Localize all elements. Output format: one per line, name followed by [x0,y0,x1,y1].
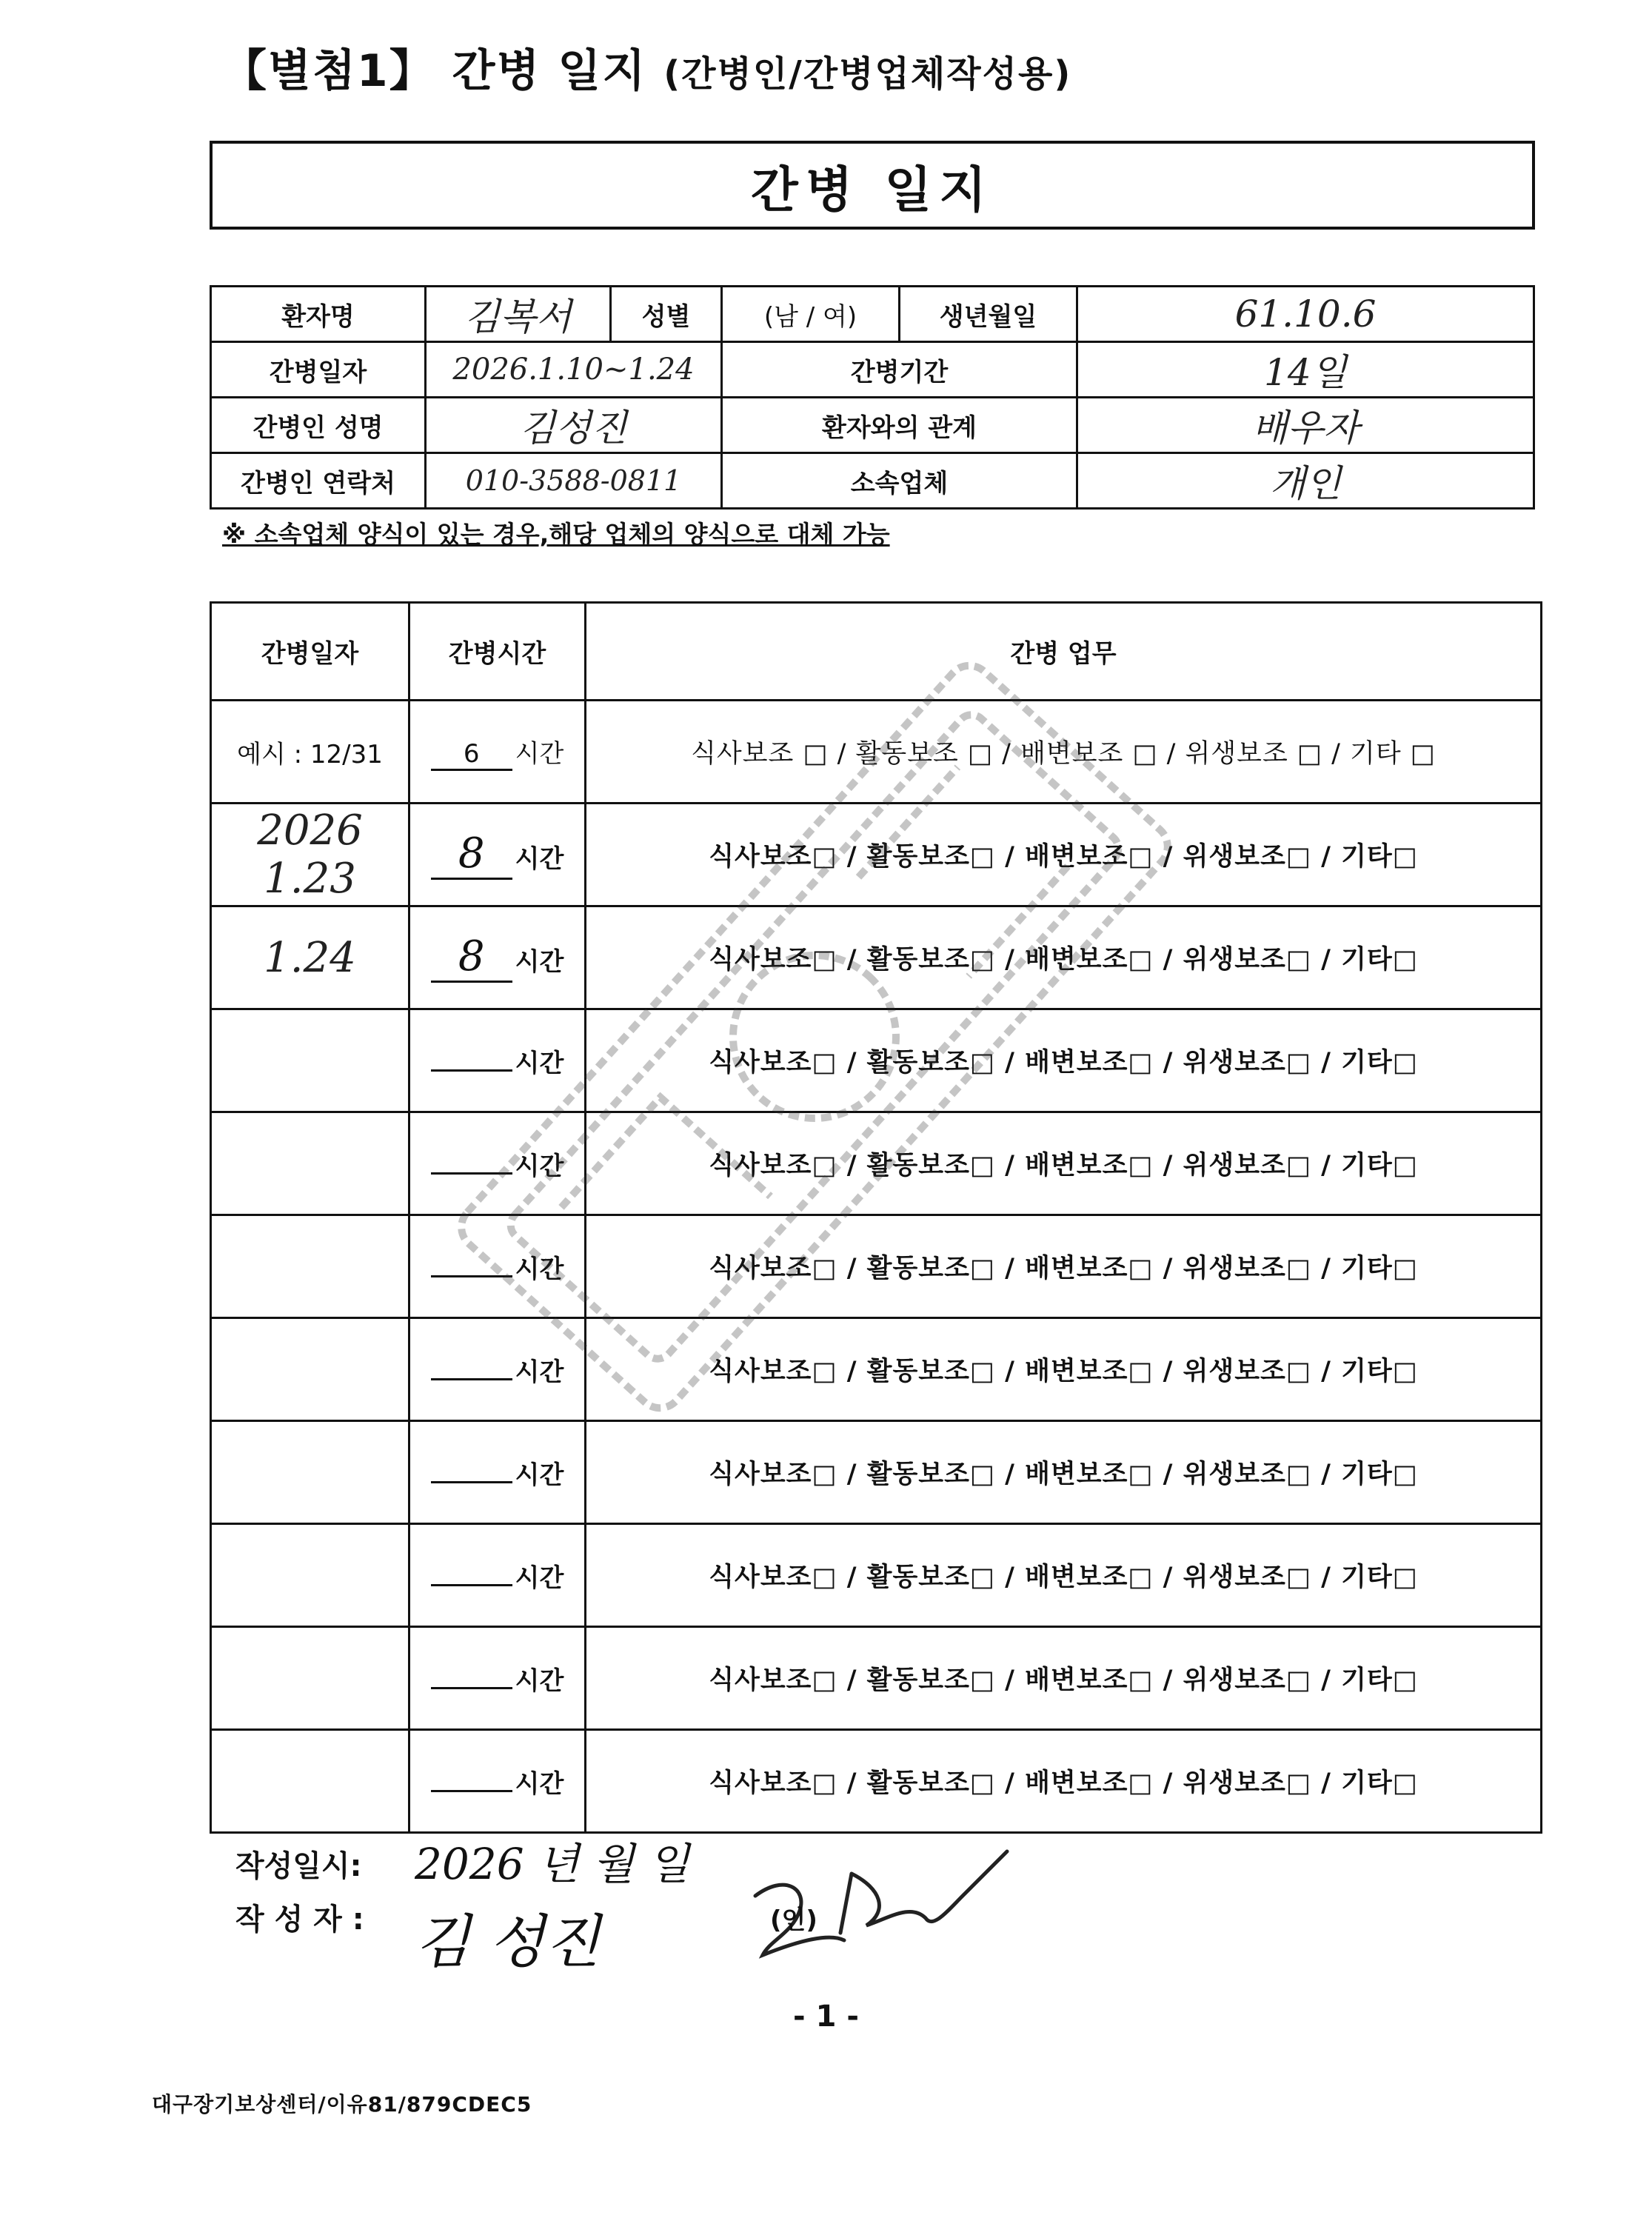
form-note: ※ 소속업체 양식이 있는 경우,해당 업체의 양식으로 대체 가능 [222,520,890,549]
seal-label: (인) [770,1905,817,1935]
log-hours [409,906,586,1009]
log-hours [409,1215,586,1318]
log-tasks: 식사보조□ / 활동보조□ / 배변보조□ / 위생보조□ / 기타□ [586,1112,1542,1215]
log-tasks: 식사보조□ / 활동보조□ / 배변보조□ / 위생보조□ / 기타□ [586,804,1542,906]
log-hours-value: 8 [458,932,485,981]
log-hours [409,1112,586,1215]
log-row [211,906,1542,1009]
care-dates-value: 2026.1.10~1.24 [426,342,722,398]
log-hours [409,1730,586,1833]
log-date [211,804,409,906]
log-row [211,804,1542,906]
log-hours-blank [431,1481,512,1483]
log-hours-blank [431,1378,512,1380]
log-row [211,1524,1542,1627]
log-date-value: 1.24 [264,933,356,982]
example-hours-value: 6 [431,739,512,771]
log-date [211,906,409,1009]
header-label-text: 【별첨1】 간병 일지 [222,45,647,97]
log-tasks: 식사보조□ / 활동보조□ / 배변보조□ / 위생보조□ / 기타□ [586,906,1542,1009]
log-date [211,1009,409,1112]
log-date [211,1524,409,1627]
caregiver-contact-label: 간병인 연락처 [211,453,426,509]
date-column-header: 간병일자 [211,603,409,701]
relation-value: 배우자 [1077,398,1534,453]
care-period-value: 14일 [1077,342,1534,398]
log-tasks: 식사보조□ / 활동보조□ / 배변보조□ / 위생보조□ / 기타□ [586,1009,1542,1112]
log-tasks: 식사보조□ / 활동보조□ / 배변보조□ / 위생보조□ / 기타□ [586,1730,1542,1833]
log-hours-blank [431,1069,512,1072]
log-hours-blank [431,1172,512,1175]
log-hours-unit: 시간 [515,1151,564,1181]
log-tasks: 식사보조□ / 활동보조□ / 배변보조□ / 위생보조□ / 기타□ [586,1421,1542,1524]
log-hours-blank [431,1584,512,1586]
log-date [211,1112,409,1215]
log-hours-blank [431,829,512,880]
log-row [211,1421,1542,1524]
log-tasks: 식사보조□ / 활동보조□ / 배변보조□ / 위생보조□ / 기타□ [586,1524,1542,1627]
care-dates-label: 간병일자 [211,342,426,398]
log-date [211,1215,409,1318]
footer-writer-label: 작 성 자 : [235,1903,364,1937]
page-title: 간병 일지 [750,161,994,218]
log-date [211,1421,409,1524]
log-hours-value: 8 [458,829,485,878]
header-sub-label: (간병인/간병업체작성용) [663,53,1072,95]
log-hours-unit: 시간 [515,1460,564,1490]
log-hours-blank [431,1790,512,1792]
log-hours [409,1318,586,1421]
log-row [211,1730,1542,1833]
log-hours [409,1627,586,1730]
care-log-table [210,601,1542,1834]
example-tasks: 식사보조 □ / 활동보조 □ / 배변보조 □ / 위생보조 □ / 기타 □ [586,701,1542,804]
hours-column-header: 간병시간 [409,603,586,701]
log-hours [409,1524,586,1627]
gender-label: 성별 [611,287,722,342]
footer-date-value: 2026 년 월 일 [415,1839,689,1889]
log-row [211,1318,1542,1421]
patient-info-table [210,285,1535,510]
log-hours-unit: 시간 [515,1563,564,1593]
document-id: 대구장기보상센터/이유81/879CDEC5 [152,2092,532,2117]
caregiver-name-label: 간병인 성명 [211,398,426,453]
page-number: - 1 - [793,2000,859,2034]
footer-date-label: 작성일시: [235,1849,362,1883]
log-hours [409,1421,586,1524]
log-hours-unit: 시간 [515,1666,564,1696]
caregiver-contact-value: 010-3588-0811 [426,453,722,509]
header-label [222,36,1071,99]
log-hours-blank [431,1275,512,1277]
log-hours-blank [431,932,512,983]
log-row [211,1112,1542,1215]
agency-value: 개인 [1077,453,1534,509]
care-period-label: 간병기간 [722,342,1077,398]
log-row [211,1627,1542,1730]
patient-name-label: 환자명 [211,287,426,342]
example-hours-unit: 시간 [515,738,564,769]
log-hours-unit: 시간 [515,947,564,977]
log-tasks: 식사보조□ / 활동보조□ / 배변보조□ / 위생보조□ / 기타□ [586,1215,1542,1318]
title-box [210,141,1535,230]
agency-label: 소속업체 [722,453,1077,509]
birth-label: 생년월일 [900,287,1077,342]
patient-name-value: 김복서 [426,287,611,342]
log-hours-unit: 시간 [515,1254,564,1284]
log-hours-unit: 시간 [515,1357,564,1387]
log-tasks: 식사보조□ / 활동보조□ / 배변보조□ / 위생보조□ / 기타□ [586,1627,1542,1730]
example-hours [409,701,586,804]
log-date [211,1730,409,1833]
gender-value: (남 / 여) [722,287,900,342]
log-hours-blank [431,1687,512,1689]
example-date: 예시 : 12/31 [211,701,409,804]
log-hours-unit: 시간 [515,1048,564,1078]
care-log-body [211,701,1542,1833]
log-hours [409,804,586,906]
log-hours-unit: 시간 [515,844,564,874]
log-date [211,1627,409,1730]
footer-writer-value: 김 성진 [415,1909,601,1976]
log-tasks: 식사보조□ / 활동보조□ / 배변보조□ / 위생보조□ / 기타□ [586,1318,1542,1421]
log-row [211,1009,1542,1112]
tasks-column-header: 간병 업무 [586,603,1542,701]
example-row [211,701,1542,804]
log-row [211,1215,1542,1318]
log-hours [409,1009,586,1112]
log-date [211,1318,409,1421]
log-hours-unit: 시간 [515,1768,564,1799]
caregiver-name-value: 김성진 [426,398,722,453]
relation-label: 환자와의 관계 [722,398,1077,453]
log-date-value: 2026 1.23 [257,806,363,903]
birth-value: 61.10.6 [1077,287,1534,342]
